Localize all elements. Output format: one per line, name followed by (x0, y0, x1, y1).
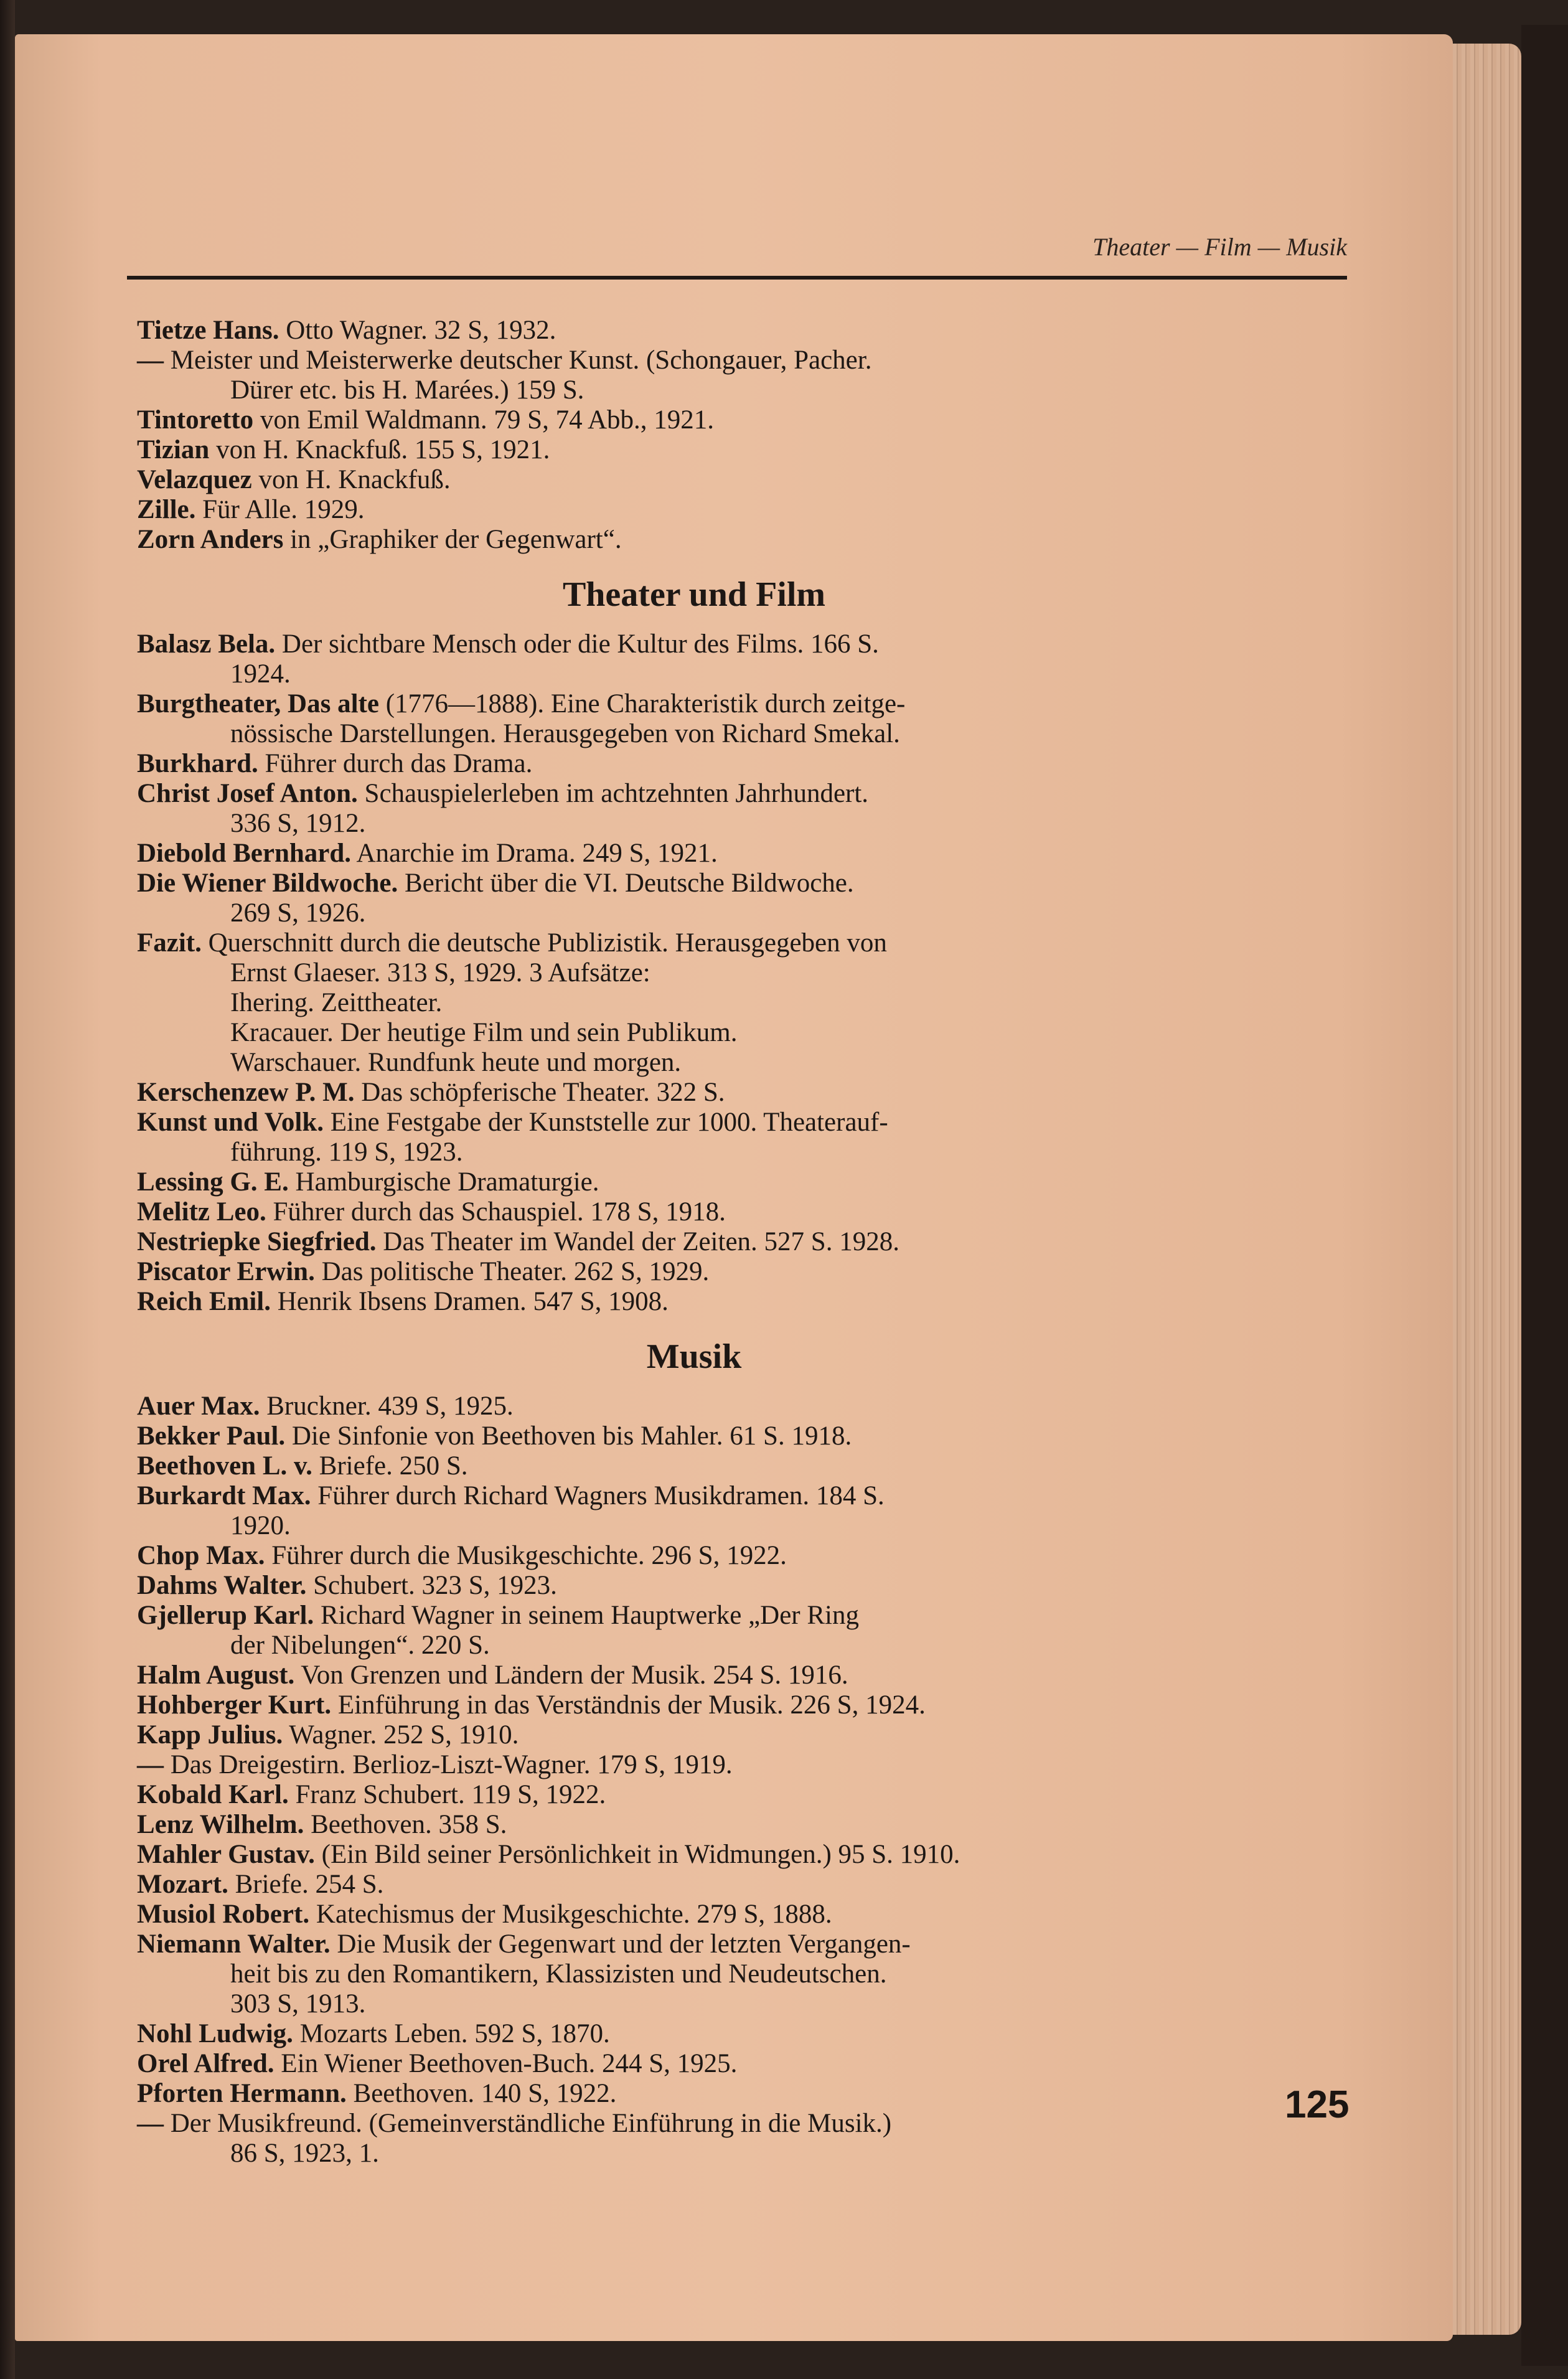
entry-author: Tietze Hans. (137, 316, 279, 345)
entry-text: Die Sinfonie von Beethoven bis Mahler. 61 S. 1918. (291, 1421, 852, 1451)
entry-text: Briefe. 250 S. (319, 1451, 468, 1481)
bibliography-entry (137, 2079, 1251, 2109)
entry-author: — (137, 2109, 164, 2138)
bibliography-entry (137, 1227, 1251, 1257)
bibliography-entry (137, 346, 1251, 405)
entry-continuation: Ernst Glaeser. 313 S, 1929. 3 Aufsätze: (230, 958, 650, 987)
bibliography-entry (137, 495, 1251, 525)
entry-continuation: führung. 119 S, 1923. (230, 1138, 463, 1167)
entry-continuation: Warschauer. Rundfunk heute und morgen. (230, 1048, 682, 1077)
bibliography-entry (137, 1108, 1251, 1167)
entry-author: Piscator Erwin. (137, 1257, 315, 1286)
bibliography-entry (137, 1870, 1251, 1900)
entry-author: Auer Max. (137, 1392, 260, 1421)
entry-text: (1776—1888). Eine Charakteristik durch zeitge- (385, 689, 906, 718)
entry-author: Burkhard. (137, 749, 258, 778)
entry-author: Chop Max. (137, 1541, 265, 1570)
musik-entries (137, 1392, 1251, 2169)
entry-text: Otto Wagner. 32 S, 1932. (286, 316, 556, 345)
bibliography-entry (137, 1421, 1251, 1451)
entry-text: Briefe. 254 S. (235, 1870, 384, 1899)
bibliography-entry (137, 1780, 1251, 1810)
entry-text: Mozarts Leben. 592 S, 1870. (299, 2019, 610, 2048)
bibliography-entry (137, 779, 1251, 839)
bibliography-entry (137, 1167, 1251, 1197)
entry-author: Kobald Karl. (137, 1780, 289, 1809)
bibliography-entry (137, 839, 1251, 869)
bibliography-entry (137, 405, 1251, 435)
entry-author: Lenz Wilhelm. (137, 1810, 304, 1839)
entry-author: Diebold Bernhard. (137, 839, 352, 868)
entry-author: Hohberger Kurt. (137, 1690, 332, 1720)
bibliography-entry (137, 1287, 1251, 1317)
entry-text: in „Graphiker der Gegenwart“. (290, 525, 622, 554)
bibliography-entry (137, 1661, 1251, 1690)
entry-author: Orel Alfred. (137, 2049, 275, 2078)
book-page (15, 34, 1453, 2341)
entry-text: Katechismus der Musikgeschichte. 279 S, 1888. (316, 1900, 832, 1929)
bibliography-entry (137, 749, 1251, 779)
bibliography-entry (137, 869, 1251, 928)
entry-text: Bericht über die VI. Deutsche Bildwoche. (405, 869, 854, 898)
entry-author: Mahler Gustav. (137, 1840, 315, 1869)
bibliography-entry (137, 1392, 1251, 1421)
entry-author: Nohl Ludwig. (137, 2019, 293, 2048)
entry-author: Musiol Robert. (137, 1900, 310, 1929)
entry-author: Tintoretto (137, 405, 254, 435)
book-spine-edge (0, 0, 15, 2379)
entry-text: Der Musikfreund. (Gemeinverständliche Einführung in die Musik.) (170, 2109, 892, 2138)
entry-author: Kapp Julius. (137, 1720, 283, 1750)
bibliography-entry (137, 1078, 1251, 1108)
entry-text: Von Grenzen und Ländern der Musik. 254 S. 1916. (301, 1661, 848, 1690)
entry-text: Anarchie im Drama. 249 S, 1921. (356, 839, 718, 868)
section-title-musik: Musik (646, 1337, 742, 1376)
entry-author: — (137, 1750, 164, 1779)
entry-author: Halm August. (137, 1661, 295, 1690)
entry-text: Einführung in das Verständnis der Musik. 226 S, 1924. (337, 1690, 926, 1720)
entry-text: von Emil Waldmann. 79 S, 74 Abb., 1921. (260, 405, 715, 435)
entry-author: Die Wiener Bildwoche. (137, 869, 398, 898)
entry-text: von H. Knackfuß. 155 S, 1921. (216, 435, 550, 464)
bibliography-entry (137, 1481, 1251, 1541)
entry-continuation: Dürer etc. bis H. Marées.) 159 S. (230, 375, 584, 405)
entry-text: Franz Schubert. 119 S, 1922. (295, 1780, 606, 1809)
bibliography-entry (137, 1750, 1251, 1780)
entry-text: Henrik Ibsens Dramen. 547 S, 1908. (277, 1287, 669, 1316)
bibliography-entry (137, 1720, 1251, 1750)
entry-author: Bekker Paul. (137, 1421, 286, 1451)
art-entries (137, 316, 1251, 555)
running-head: Theater — Film — Musik (1092, 233, 1347, 261)
entry-author: Kerschenzew P. M. (137, 1078, 355, 1107)
bibliography-entry (137, 1900, 1251, 1929)
entry-text: Führer durch Richard Wagners Musikdramen. 184 S. (317, 1481, 885, 1510)
entry-text: Das Dreigestirn. Berlioz-Liszt-Wagner. 179 S, 1919. (170, 1750, 733, 1779)
entry-text: Bruckner. 439 S, 1925. (266, 1392, 514, 1421)
entry-text: Hamburgische Dramaturgie. (295, 1167, 599, 1197)
bibliography-entry (137, 1197, 1251, 1227)
entry-author: Mozart. (137, 1870, 228, 1899)
entry-text: von H. Knackfuß. (258, 465, 451, 494)
entry-author: Burgtheater, Das alte (137, 689, 379, 718)
entry-text: Querschnitt durch die deutsche Publizistik. Herausgegeben von (208, 928, 887, 958)
entry-author: — (137, 346, 164, 375)
entry-author: Dahms Walter. (137, 1571, 307, 1600)
entry-author: Fazit. (137, 928, 202, 958)
entry-text: Das politische Theater. 262 S, 1929. (321, 1257, 710, 1286)
entry-text: Schauspielerleben im achtzehnten Jahrhundert. (364, 779, 869, 808)
entry-text: Eine Festgabe der Kunststelle zur 1000. Theaterauf- (330, 1108, 888, 1137)
entry-author: Burkardt Max. (137, 1481, 311, 1510)
bibliography-entry (137, 1541, 1251, 1571)
entry-author: Beethoven L. v. (137, 1451, 312, 1481)
section-title-theater: Theater und Film (562, 575, 826, 614)
entry-continuation: nössische Darstellungen. Herausgegeben von Richard Smekal. (230, 719, 900, 748)
bibliography-entry (137, 1257, 1251, 1287)
entry-continuation: 336 S, 1912. (230, 809, 366, 838)
entry-continuation: Kracauer. Der heutige Film und sein Publikum. (230, 1018, 738, 1047)
entry-text: Richard Wagner in seinem Hauptwerke „Der Ring (320, 1601, 860, 1630)
entry-text: Wagner. 252 S, 1910. (289, 1720, 519, 1750)
entry-author: Balasz Bela. (137, 629, 276, 659)
entry-text: (Ein Bild seiner Persönlichkeit in Widmungen.) 95 S. 1910. (321, 1840, 960, 1869)
entry-text: Führer durch das Drama. (265, 749, 533, 778)
bibliography-entry (137, 689, 1251, 749)
entry-author: Lessing G. E. (137, 1167, 289, 1197)
entry-continuation: heit bis zu den Romantikern, Klassizisten und Neudeutschen. (230, 1959, 887, 1989)
entry-continuation: 269 S, 1926. (230, 898, 366, 928)
entry-text: Beethoven. 140 S, 1922. (353, 2079, 617, 2108)
entry-text: Die Musik der Gegenwart und der letzten Vergangen- (337, 1929, 911, 1959)
entry-author: Pforten Hermann. (137, 2079, 347, 2108)
entry-author: Gjellerup Karl. (137, 1601, 314, 1630)
theater-entries (137, 629, 1251, 1317)
bibliography-entry (137, 1601, 1251, 1661)
bibliography-entry (137, 525, 1251, 555)
entry-continuation: 1924. (230, 659, 291, 689)
entry-text: Ein Wiener Beethoven-Buch. 244 S, 1925. (281, 2049, 738, 2078)
book-cover-edge (1521, 25, 1568, 2366)
entry-continuation: 86 S, 1923, 1. (230, 2139, 379, 2168)
entry-author: Reich Emil. (137, 1287, 271, 1316)
entry-text: Führer durch die Musikgeschichte. 296 S, 1922. (271, 1541, 787, 1570)
bibliography-entry (137, 928, 1251, 1078)
bibliography-entry (137, 1451, 1251, 1481)
entry-continuation: Ihering. Zeittheater. (230, 988, 443, 1017)
bibliography-entry (137, 465, 1251, 495)
bibliography-entry (137, 2049, 1251, 2079)
entry-continuation: 303 S, 1913. (230, 1989, 366, 2019)
bibliography-entry (137, 1690, 1251, 1720)
bibliography-entry (137, 629, 1251, 689)
bibliography-entry (137, 1929, 1251, 2019)
entry-author: Melitz Leo. (137, 1197, 266, 1227)
entry-author: Niemann Walter. (137, 1929, 331, 1959)
page-stack-edge (1453, 44, 1521, 2335)
entry-text: Schubert. 323 S, 1923. (313, 1571, 557, 1600)
entry-text: Das Theater im Wandel der Zeiten. 527 S. 1928. (383, 1227, 899, 1256)
page-number: 125 (1285, 2083, 1350, 2126)
bibliography-entry (137, 1810, 1251, 1840)
entry-author: Kunst und Volk. (137, 1108, 324, 1137)
entry-author: Christ Josef Anton. (137, 779, 358, 808)
entry-text: Das schöpferische Theater. 322 S. (361, 1078, 725, 1107)
entry-text: Beethoven. 358 S. (311, 1810, 507, 1839)
bibliography-entry (137, 2019, 1251, 2049)
entry-continuation: 1920. (230, 1511, 291, 1540)
bibliography-entry (137, 316, 1251, 346)
entry-author: Velazquez (137, 465, 252, 494)
entry-text: Für Alle. 1929. (202, 495, 365, 524)
entry-author: Tizian (137, 435, 210, 464)
bibliography-entry (137, 2109, 1251, 2169)
entry-author: Zille. (137, 495, 196, 524)
bibliography-entry (137, 1571, 1251, 1601)
bibliography-entry (137, 435, 1251, 465)
entry-text: Der sichtbare Mensch oder die Kultur des Films. 166 S. (281, 629, 879, 659)
entry-text: Führer durch das Schauspiel. 178 S, 1918. (273, 1197, 726, 1227)
entry-author: Nestriepke Siegfried. (137, 1227, 377, 1256)
entry-text: Meister und Meisterwerke deutscher Kunst. (Schongauer, Pacher. (170, 346, 872, 375)
entry-author: Zorn Anders (137, 525, 284, 554)
bibliography-entry (137, 1840, 1251, 1870)
bibliography-list (137, 316, 1251, 2169)
entry-continuation: der Nibelungen“. 220 S. (230, 1631, 490, 1660)
header-rule (127, 276, 1347, 280)
